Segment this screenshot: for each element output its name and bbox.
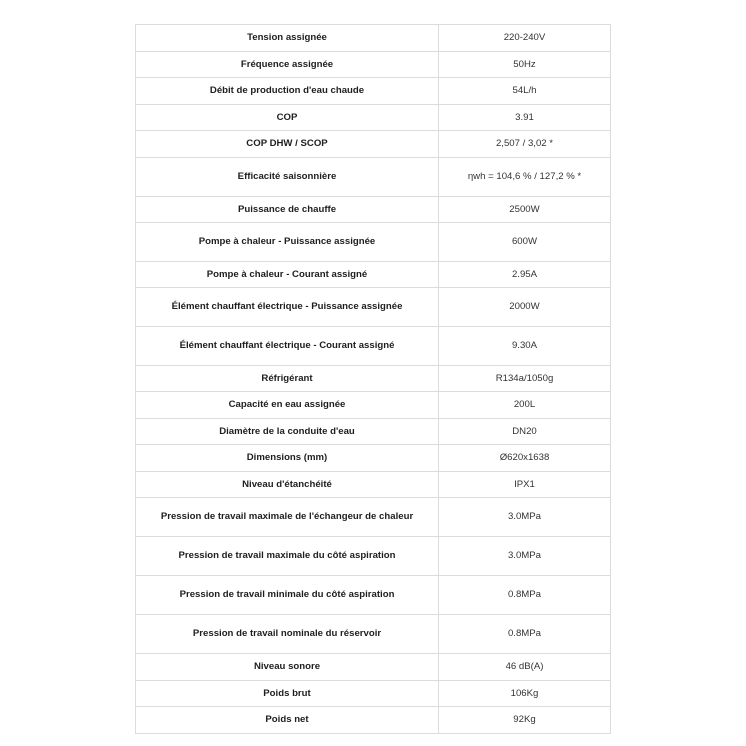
spec-label: Niveau sonore	[136, 654, 439, 681]
table-row	[136, 392, 611, 419]
spec-label: Fréquence assignée	[136, 52, 439, 78]
spec-label: Pompe à chaleur - Courant assigné	[136, 262, 439, 288]
table-row	[136, 445, 611, 472]
spec-label: COP	[136, 105, 439, 131]
spec-value: 106Kg	[439, 681, 611, 707]
table-row	[136, 158, 611, 197]
spec-value: 3.0MPa	[439, 498, 611, 537]
spec-label: Efficacité saisonnière	[136, 158, 439, 197]
table-row	[136, 707, 611, 734]
spec-value: ηwh = 104,6 % / 127,2 % *	[439, 158, 611, 197]
spec-value: 50Hz	[439, 52, 611, 78]
spec-value: 3.0MPa	[439, 537, 611, 576]
spec-value: 200L	[439, 392, 611, 419]
spec-value: 2.95A	[439, 262, 611, 288]
table-row	[136, 78, 611, 105]
spec-value: DN20	[439, 419, 611, 445]
spec-value: 2500W	[439, 197, 611, 223]
table-row	[136, 131, 611, 158]
table-row	[136, 537, 611, 576]
table-row	[136, 25, 611, 52]
spec-value: 54L/h	[439, 78, 611, 105]
spec-label: Tension assignée	[136, 25, 439, 52]
spec-label: Pression de travail maximale du côté aspiration	[136, 537, 439, 576]
spec-label: Capacité en eau assignée	[136, 392, 439, 419]
spec-value: 92Kg	[439, 707, 611, 734]
spec-label: COP DHW / SCOP	[136, 131, 439, 158]
spec-label: Pression de travail maximale de l'échangeur de chaleur	[136, 498, 439, 537]
spec-label: Pression de travail minimale du côté aspiration	[136, 576, 439, 615]
table-row	[136, 472, 611, 498]
spec-label: Élément chauffant électrique - Puissance assignée	[136, 288, 439, 327]
table-row	[136, 654, 611, 681]
spec-label: Puissance de chauffe	[136, 197, 439, 223]
spec-value: 2000W	[439, 288, 611, 327]
table-row	[136, 498, 611, 537]
spec-label: Élément chauffant électrique - Courant assigné	[136, 327, 439, 366]
spec-label: Niveau d'étanchéité	[136, 472, 439, 498]
spec-label: Poids brut	[136, 681, 439, 707]
table-row	[136, 52, 611, 78]
table-row	[136, 681, 611, 707]
spec-label: Diamètre de la conduite d'eau	[136, 419, 439, 445]
spec-value: 3.91	[439, 105, 611, 131]
table-row	[136, 419, 611, 445]
table-row	[136, 105, 611, 131]
table-row	[136, 366, 611, 392]
spec-table	[135, 24, 611, 734]
spec-value: 46 dB(A)	[439, 654, 611, 681]
spec-label: Pression de travail nominale du réservoir	[136, 615, 439, 654]
spec-value: 220-240V	[439, 25, 611, 52]
spec-value: 0.8MPa	[439, 576, 611, 615]
table-row	[136, 615, 611, 654]
spec-label: Dimensions (mm)	[136, 445, 439, 472]
table-row	[136, 576, 611, 615]
spec-label: Poids net	[136, 707, 439, 734]
table-row	[136, 197, 611, 223]
spec-value: 2,507 / 3,02 *	[439, 131, 611, 158]
spec-value: 600W	[439, 223, 611, 262]
spec-label: Réfrigérant	[136, 366, 439, 392]
table-row	[136, 223, 611, 262]
spec-label: Débit de production d'eau chaude	[136, 78, 439, 105]
spec-value: 0.8MPa	[439, 615, 611, 654]
spec-value: R134a/1050g	[439, 366, 611, 392]
table-row	[136, 262, 611, 288]
spec-label: Pompe à chaleur - Puissance assignée	[136, 223, 439, 262]
table-row	[136, 288, 611, 327]
spec-value: Ø620x1638	[439, 445, 611, 472]
table-row	[136, 327, 611, 366]
spec-value: IPX1	[439, 472, 611, 498]
spec-value: 9.30A	[439, 327, 611, 366]
